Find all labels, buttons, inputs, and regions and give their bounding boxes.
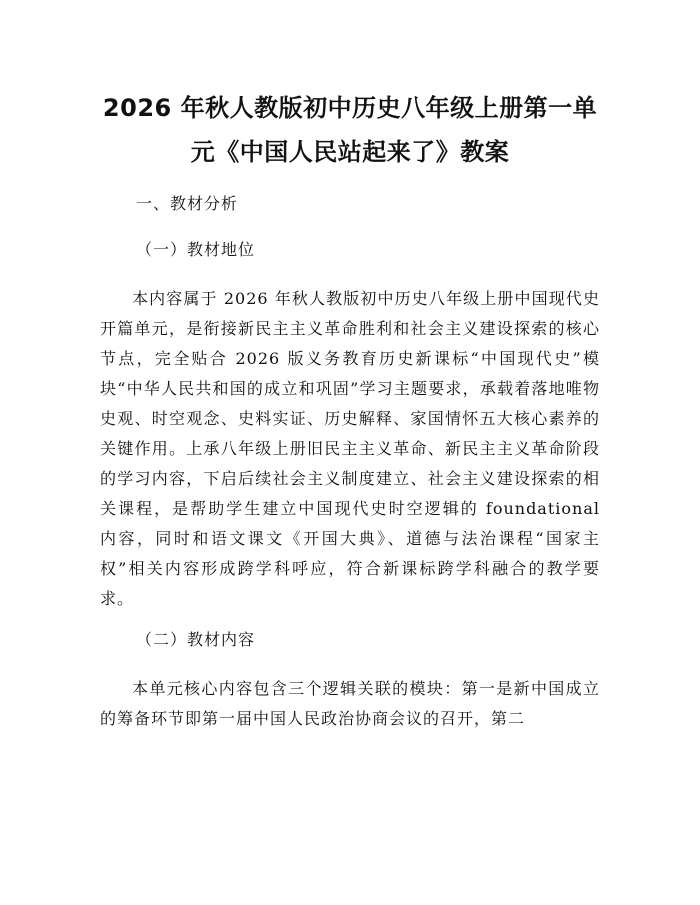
subsection-heading-textbook-content: （二）教材内容	[136, 630, 256, 649]
title-line-1: 2026 年秋人教版初中历史八年级上册第一单	[102, 94, 598, 122]
paragraph-textbook-position: 本内容属于 2026 年秋人教版初中历史八年级上册中国现代史开篇单元，是衔接新民主主义革命胜利和社会主义建设探索的核心节点，完全贴合 2026 版义务教育历史新课标“中国现代史”模块“中华人民共和国的成立和巩固”学习主题要求，承载着落地唯物史观、时空观念、史料实证、历史解释、家国情怀五大核心素养的关键作用。上承八年级上册旧民主主义革命、新民主主义革命阶段的学习内容，下启后续社会主义制度建立、社会主义建设探索的相关课程，是帮助学生建立中国现代史时空逻辑的 foundational 内容，同时和语文课文《开国大典》、道德与法治课程“国家主权”相关内容形成跨学科呼应，符合新课标跨学科融合的教学要求。	[100, 289, 600, 608]
section-heading-textbook-analysis: 一、教材分析	[136, 194, 239, 213]
document-title	[100, 86, 600, 174]
paragraph-textbook-content: 本单元核心内容包含三个逻辑关联的模块：第一是新中国成立的筹备环节即第一届中国人民政治协商会议的召开，第二	[100, 679, 600, 728]
title-line-2: 元《中国人民站起来了》教案	[190, 138, 510, 166]
subsection-heading-textbook-position: （一）教材地位	[136, 240, 256, 259]
